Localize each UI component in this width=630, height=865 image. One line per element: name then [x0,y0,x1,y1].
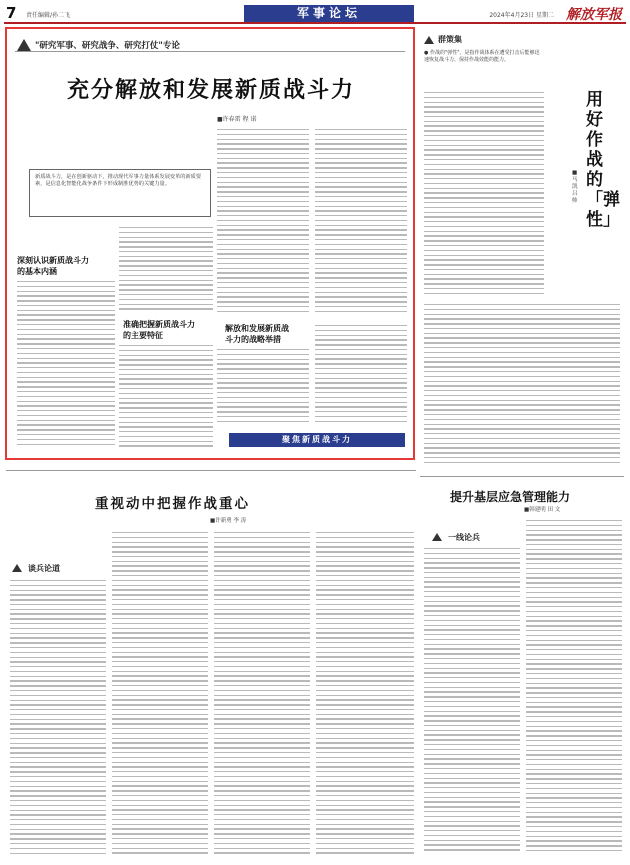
text-block [316,532,414,860]
emergency-byline: ■韩建明 田 文 [524,507,561,513]
combat-kicker: 谈兵论道 [28,564,60,573]
feature-subhead-2: 准确把握新质战斗力 的主要特征 [123,320,195,340]
kicker-triangle-icon [432,533,442,541]
issue-date: 2024年4月23日 星期二 [489,12,554,19]
right-kicker: 群策集 [438,35,462,44]
newspaper-logo: 解放军报 [566,7,622,23]
right-summary: ● 作战的"弹性"，是指作战体系在遭受打击后能够迅速恢复战斗力、保持作战效能的能力。 [424,50,540,63]
text-block [424,92,544,300]
feature-subhead-3: 解放和发展新质战 斗力的战略举措 [225,324,289,344]
section-divider [420,476,624,477]
vertical-title: 用好作战的「弹性」 [586,90,620,230]
page-number: 7 [6,4,17,22]
feature-byline: ■许春雷 程 诺 [217,116,257,123]
feature-article [5,27,415,460]
feature-title: 充分解放和发展新质战斗力 [66,78,355,103]
text-block [217,349,309,427]
feature-kicker-text: "研究军事、研究战争、研究打仗"专论 [35,41,180,51]
kicker-divider [15,51,405,52]
text-block [424,548,520,860]
text-block [214,532,310,860]
text-block [424,304,620,468]
text-block [315,325,407,427]
page-header [4,4,626,24]
text-block [315,129,407,319]
text-block [119,227,213,317]
section-banner: 军事论坛 [244,5,414,22]
text-block [17,281,115,451]
combat-title: 重视动中把握作战重心 [95,496,250,512]
text-block [217,129,309,319]
feature-abstract: 新质战斗力，是在创新驱动下，推动现代军事力量体系发展变革的新质要素，是信息化智能化战争条件下形成制胜优势的关键力量。 [29,169,211,217]
text-block [526,520,622,860]
text-block [112,532,208,860]
section-divider [6,470,416,471]
combat-byline: ■许新勇 李 涛 [210,518,247,524]
feature-footer-banner: 聚焦新质战斗力 [229,433,405,447]
emergency-kicker: 一线论兵 [448,533,480,542]
kicker-triangle-icon [17,39,31,51]
feature-subhead-1: 深刻认识新质战斗力 的基本内涵 [17,256,89,276]
text-block [10,580,106,860]
kicker-triangle-icon [12,564,22,572]
emergency-title: 提升基层应急管理能力 [450,490,571,504]
kicker-triangle-icon [424,36,434,44]
editor-credit: 责任编辑/孙二飞 [26,12,71,19]
vertical-byline: ■马 凯 吕 帅 [572,170,578,204]
text-block [119,345,213,451]
